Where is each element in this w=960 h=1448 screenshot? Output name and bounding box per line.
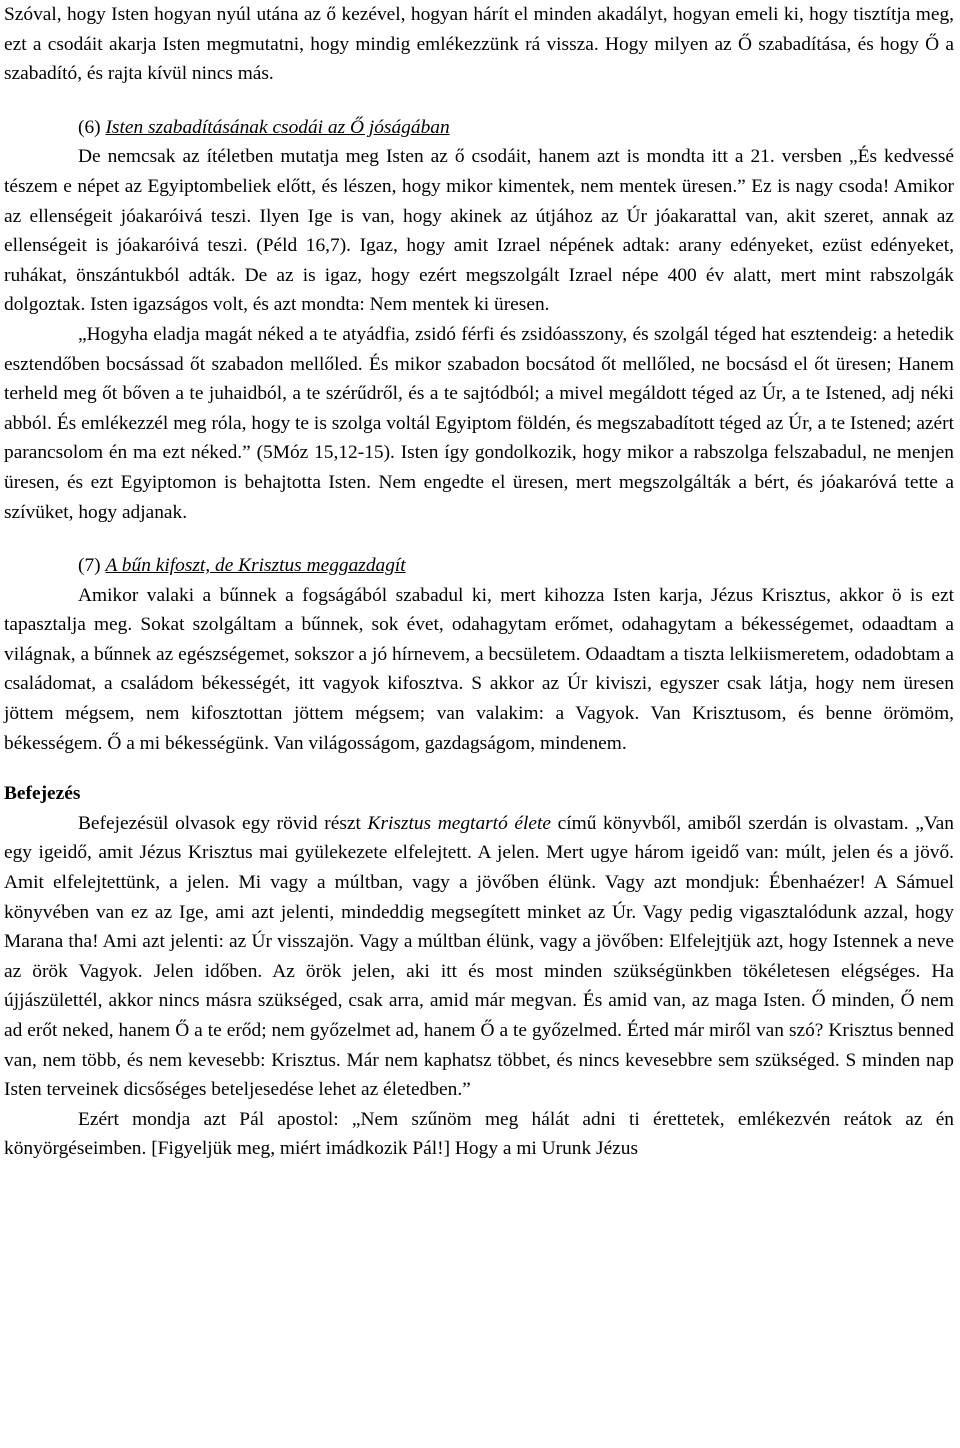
closing-paragraph-1 — [4, 809, 954, 1105]
book-title: Krisztus megtartó élete — [367, 812, 551, 834]
section-7-paragraph: Amikor valaki a bűnnek a fogságából szabadul ki, mert kihozza Isten karja, Jézus Krisztus, akkor ö is ezt tapasztalja meg. Sokat szolgáltam a bűnnek, sok évet, odahagytam erőmet, odahagytam a békességemet, odaadtam a világnak, a bűnnek az egészségemet, sokszor a jó hírnevem, a becsületem. Odaadtam a tiszta lelkiismeretem, odadobtam a családomat, a családom békességét, itt vagyok kifosztva. S akkor az Úr kiviszi, egyszer csak látja, hogy nem üresen jöttem mégsem, nem kifosztottan jöttem mégsem; van valakim: a Vagyok. Van Krisztusom, és benne örömöm, békességem. Ő a mi békességünk. Van világosságom, gazdagságom, mindenem. — [4, 584, 954, 754]
closing-heading: Befejezés — [4, 783, 81, 805]
spacer — [4, 758, 954, 779]
section-7-title: A bűn kifoszt, de Krisztus meggazdagít — [105, 555, 406, 577]
section-6-title: Isten szabadításának csodái az Ő jóságában — [105, 116, 450, 138]
spacer — [4, 527, 954, 551]
section-6-number: (6) — [78, 116, 106, 138]
section-7-heading — [4, 551, 954, 581]
section-6-paragraph-1: De nemcsak az ítéletben mutatja meg Isten az ő csodáit, hanem azt is mondta itt a 21. versben „És kedvessé tészem e népet az Egyiptombeliek előtt, és lészen, hogy mikor kimentek, nem mentek üresen.” Ez is nagy csoda! Amikor az ellenségeit jóakaróivá teszi. Ilyen Ige is van, hogy akinek az útjához az Úr jóakarattal van, akit szeret, annak az ellenségeit is jóakaróivá teszi. (Péld 16,7). Igaz, hogy amit Izrael népének adtak: arany edényeket, ezüst edényeket, ruhákat, önszántukból adták. De az is igaz, hogy ezért megszolgált Izrael népe 400 év alatt, mert mint rabszolgák dolgoztak. Isten igazságos volt, és azt mondta: Nem mentek ki üresen. — [4, 146, 954, 316]
intro-paragraph: Szóval, hogy Isten hogyan nyúl utána az ő kezével, hogyan hárít el minden akadályt, hogyan emeli ki, hogy tisztítja meg, ezt a csodáit akarja Isten megmutatni, hogy mindig emlékezzünk rá vissza. Hogy milyen az Ő szabadítása, és hogy Ő a szabadító, és rajta kívül nincs más. — [4, 4, 954, 85]
section-7-number: (7) — [78, 555, 106, 577]
section-6-heading — [4, 113, 954, 143]
closing-paragraph-2: Ezért mondja azt Pál apostol: „Nem szűnöm meg hálát adni ti érettetek, emlékezvén reátok az én könyörgéseimben. [Figyeljük meg, miért imádkozik Pál!] Hogy a mi Urunk Jézus — [4, 1108, 954, 1160]
closing-text-a: Befejezésül olvasok egy rövid részt — [78, 812, 368, 834]
spacer — [4, 89, 954, 113]
section-6-paragraph-2: „Hogyha eladja magát néked a te atyádfia, zsidó férfi és zsidóasszony, és szolgál téged hat esztendeig: a hetedik esztendőben bocsássad őt szabadon mellőled. És mikor szabadon bocsátod őt mellőled, ne bocsásd el őt üresen; Hanem terheld meg őt bőven a te juhaidból, a te szérűdről, és a te sajtódból; a mivel megáldott téged az Úr, a te Istened, adj néki abból. És emlékezzél meg róla, hogy te is szolga voltál Egyiptom földén, és megszabadított téged az Úr, a te Istened; azért parancsolom én ma ezt néked.” (5Móz 15,12-15). Isten így gondolkozik, hogy mikor a rabszolga felszabadul, ne menjen üresen, és ezt Egyiptomon is behajtotta Isten. Nem engedte el üresen, mert megszolgálták a bért, és jóakaróvá tette a szívüket, hogy adjanak. — [4, 323, 954, 523]
closing-text-b: című könyvből, amiből szerdán is olvastam. „Van egy igeidő, amit Jézus Krisztus mai gyülekezete elfelejtett. A jelen. Mert ugye három igeidő van: múlt, jelen és a jövő. Amit elfelejtettünk, a jelen. Mi vagy a múltban, vagy a jövőben élünk. Vagy azt mondjuk: Ébenhaézer! A Sámuel könyvében van ez az Ige, ami azt jelenti, mindeddig megsegített minket az Úr. Vagy pedig vigasztalódunk azzal, hogy Marana tha! Ami azt jelenti: az Úr visszajön. Vagy a múltban élünk, vagy a jövőben: Elfelejtjük azt, hogy Istennek a neve az örök Vagyok. Jelen időben. Az örök jelen, aki itt és most minden szükségünkben tökéletesen elégséges. Ha újjászülettél, akkor nincs másra szükséged, csak arra, amid már megvan. És amid van, az maga Isten. Ő minden, Ő nem ad erőt neked, hanem Ő a te erőd; nem győzelmet ad, hanem Ő a te győzelmed. Érted már miről van szó? Krisztus benned van, nem több, és nem kevesebb: Krisztus. Már nem kaphatsz többet, és nincs kevesebbre sem szükséged. S minden nap Isten terveinek dicsőséges beteljesedése lehet az életedben.” — [4, 812, 954, 1101]
